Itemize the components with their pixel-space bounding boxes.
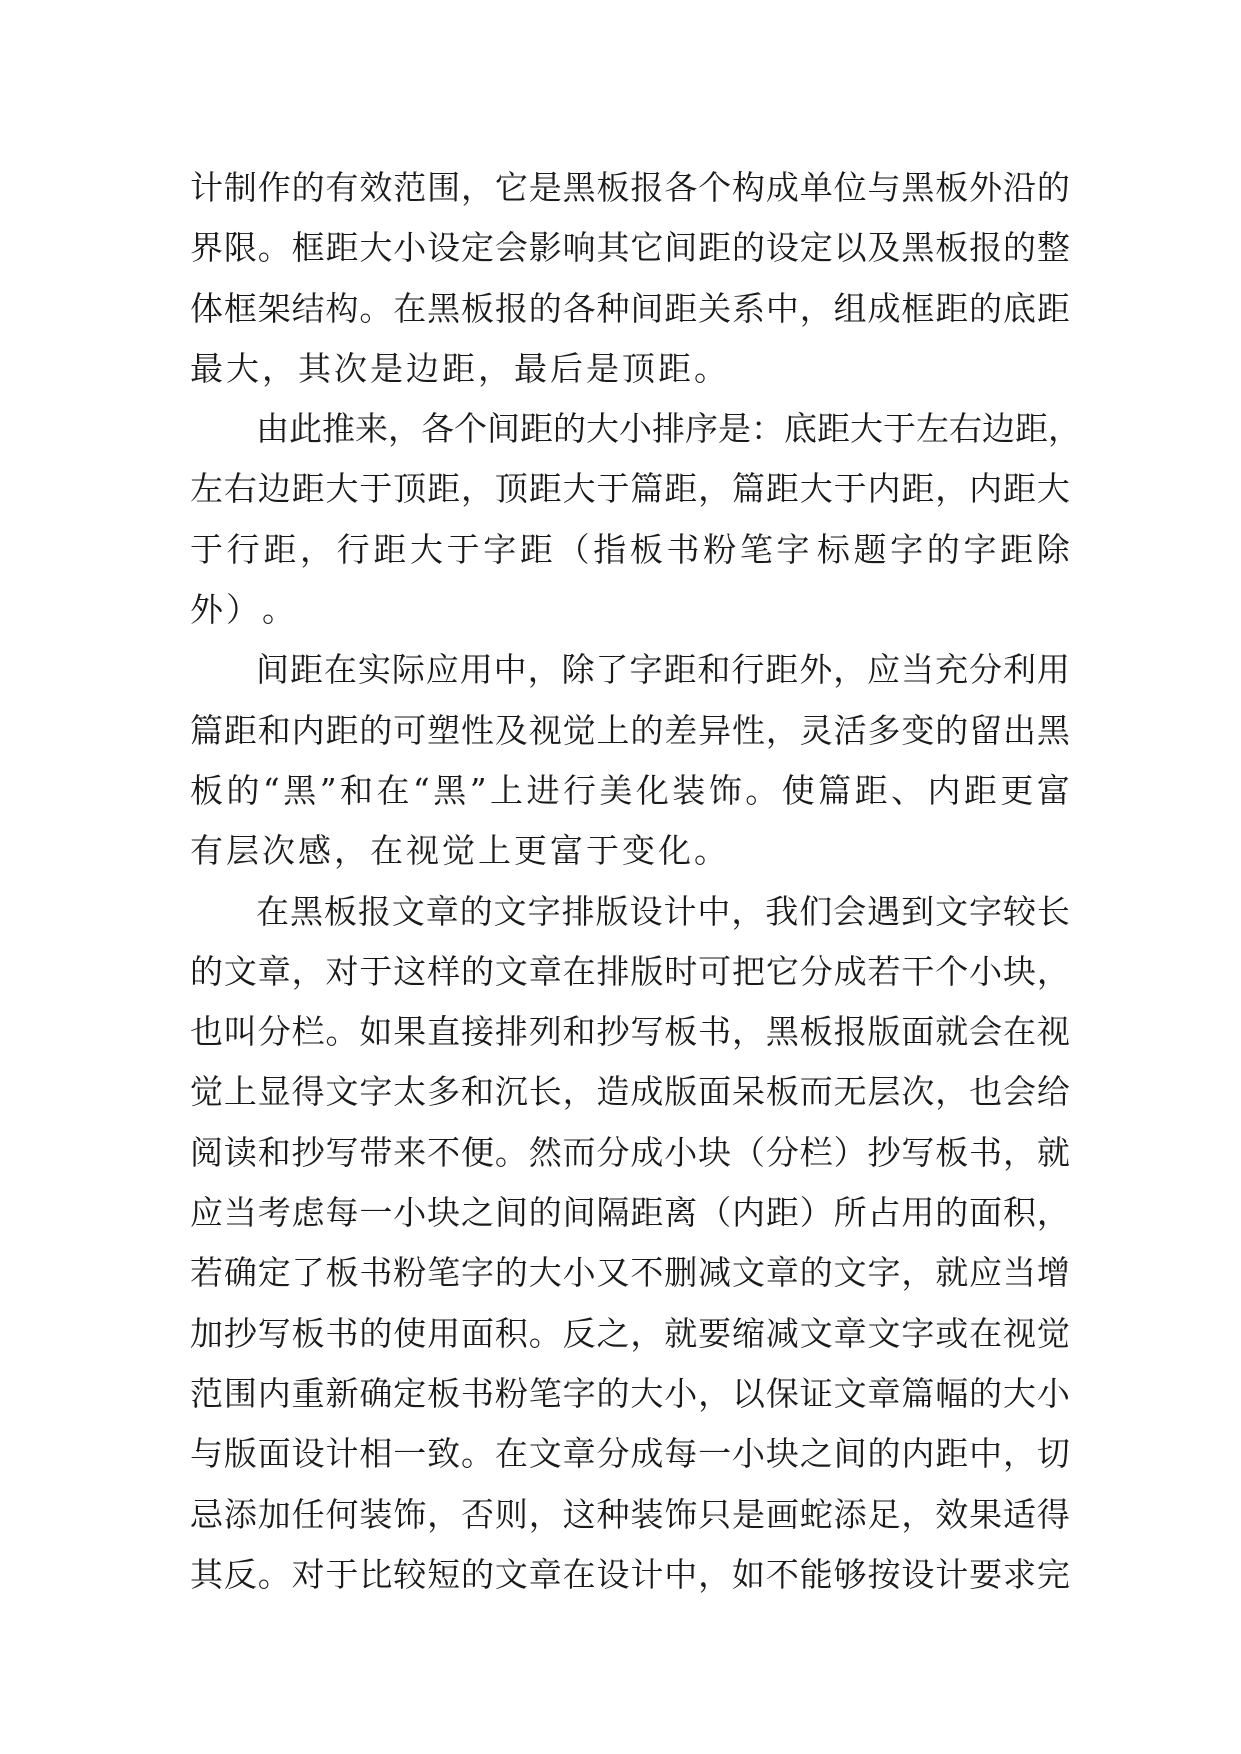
text-line: 于 行 距 ， 行 距 大 于 字 距 （ 指 板 书 粉 笔 字 标 题 字 的 字 距 除 <box>190 529 1070 569</box>
text-line: 若 确 定 了 板 书 粉 笔 字 的 大 小 又 不 删 减 文 章 的 文 字 ， 就 应 当 增 <box>190 1253 1070 1293</box>
body-text <box>190 158 1081 1605</box>
text-line: 计 制 作 的 有 效 范 围 ， 它 是 黑 板 报 各 个 构 成 单 位 与 黑 板 外 沿 的 <box>190 168 1070 207</box>
text-line: 的 文 章 ， 对 于 这 样 的 文 章 在 排 版 时 可 把 它 分 成 若 干 个 小 块 ， <box>190 951 1070 991</box>
text-line: 忌 添 加 任 何 装 饰 ， 否 则 ， 这 种 装 饰 只 是 画 蛇 添 足 ， 效 果 适 得 <box>190 1494 1070 1534</box>
text-line: 应 当 考 虑 每 一 小 块 之 间 的 间 隔 距 离 （ 内 距 ） 所 占 用 的 面 积 ， <box>190 1193 1070 1233</box>
text-line: 觉 上 显 得 文 字 太 多 和 沉 长 ， 造 成 版 面 呆 板 而 无 层 次 ， 也 会 给 <box>190 1072 1070 1112</box>
text-line: 其 反 。 对 于 比 较 短 的 文 章 在 设 计 中 ， 如 不 能 够 按 设 计 要 求 完 <box>190 1554 1070 1594</box>
text-line: 有 层 次 感 ， 在 视 觉 上 更 富 于 变 化 。 <box>190 831 727 871</box>
text-line: 也 叫 分 栏 。 如 果 直 接 排 列 和 抄 写 板 书 ， 黑 板 报 版 面 就 会 在 视 <box>190 1012 1070 1052</box>
text-line: 左 右 边 距 大 于 顶 距 ， 顶 距 大 于 篇 距 ， 篇 距 大 于 内 距 ， 内 距 大 <box>190 469 1070 509</box>
text-line: 外 ） 。 <box>190 590 295 630</box>
text-line: 界 限 。 框 距 大 小 设 定 会 影 响 其 它 间 距 的 设 定 以 及 黑 板 报 的 整 <box>190 228 1070 268</box>
text-line: 加 抄 写 板 书 的 使 用 面 积 。 反 之 ， 就 要 缩 减 文 章 文 字 或 在 视 觉 <box>190 1313 1070 1353</box>
text-line: 体 框 架 结 构 。 在 黑 板 报 的 各 种 间 距 关 系 中 ， 组 成 框 距 的 底 距 <box>190 288 1070 328</box>
text-line: 阅 读 和 抄 写 带 来 不 便 。 然 而 分 成 小 块 （ 分 栏 ） 抄 写 板 书 ， 就 <box>190 1132 1070 1172</box>
text-line: 由 此 推 来 ， 各 个 间 距 的 大 小 排 序 是 ： 底 距 大 于 左 右 边 距 ， <box>256 409 1081 449</box>
text-line: 范 围 内 重 新 确 定 板 书 粉 笔 字 的 大 小 ， 以 保 证 文 章 篇 幅 的 大 小 <box>190 1373 1070 1413</box>
text-line: 与 版 面 设 计 相 一 致 。 在 文 章 分 成 每 一 小 块 之 间 的 内 距 中 ， 切 <box>190 1434 1070 1474</box>
text-line: 篇 距 和 内 距 的 可 塑 性 及 视 觉 上 的 差 异 性 ， 灵 活 多 变 的 留 出 黑 <box>190 710 1070 750</box>
text-line: 在 黑 板 报 文 章 的 文 字 排 版 设 计 中 ， 我 们 会 遇 到 文 字 较 长 <box>256 891 1070 931</box>
text-line: 间 距 在 实 际 应 用 中 ， 除 了 字 距 和 行 距 外 ， 应 当 充 分 利 用 <box>256 650 1070 690</box>
text-line: 板 的 “ 黑 ” 和 在 “ 黑 ” 上 进 行 美 化 装 饰 。 使 篇 距 、 内 距 更 富 <box>190 770 1070 810</box>
text-line: 最 大 ， 其 次 是 边 距 ， 最 后 是 顶 距 。 <box>190 348 727 388</box>
